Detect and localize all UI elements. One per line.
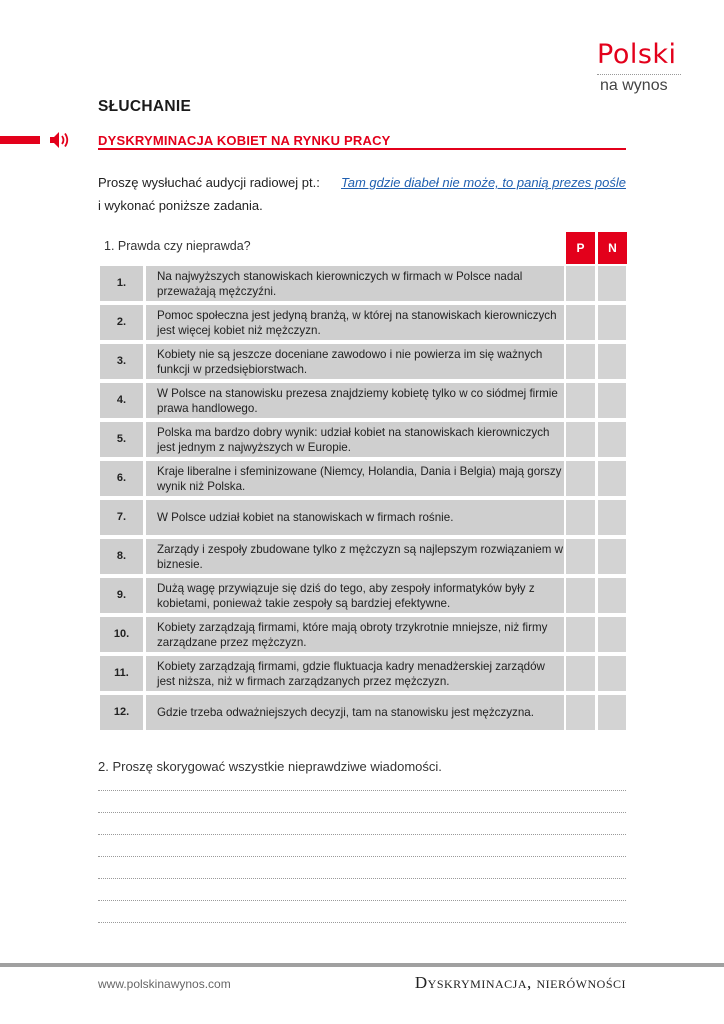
logo-main-text: Polski xyxy=(597,39,677,70)
statement-text: Pomoc społeczna jest jedyną branżą, w której na stanowiskach kierowniczych jest więcej kobiet niż mężczyzn. xyxy=(146,305,564,340)
answer-cell-p[interactable] xyxy=(566,461,595,496)
row-number: 5. xyxy=(100,422,143,457)
row-number: 12. xyxy=(100,695,143,730)
answer-cell-n[interactable] xyxy=(598,539,626,574)
answer-cell-p[interactable] xyxy=(566,383,595,418)
answer-line[interactable] xyxy=(98,834,626,835)
answer-cell-n[interactable] xyxy=(598,383,626,418)
answer-cell-n[interactable] xyxy=(598,266,626,301)
statement-text: Na najwyższych stanowiskach kierowniczych w firmach w Polsce nadal przeważają mężczyźni. xyxy=(146,266,564,301)
logo-sub-text: na wynos xyxy=(600,77,668,94)
statement-text: Kobiety zarządzają firmami, gdzie fluktuacja kadry menadżerskiej zarządów jest niższa, niż w firmach zarządzanych przez mężczyzn. xyxy=(146,656,564,691)
row-number: 3. xyxy=(100,344,143,379)
answer-cell-n[interactable] xyxy=(598,578,626,613)
row-number: 1. xyxy=(100,266,143,301)
row-number: 11. xyxy=(100,656,143,691)
logo xyxy=(597,40,687,95)
statement-text: Zarządy i zespoły zbudowane tylko z mężczyzn są najlepszym rozwiązaniem w biznesie. xyxy=(146,539,564,574)
statement-text: Kobiety zarządzają firmami, które mają obroty trzykrotnie mniejsze, niż firmy zarządzane przez mężczyzn. xyxy=(146,617,564,652)
column-header-p: P xyxy=(566,232,595,264)
section-title: SŁUCHANIE xyxy=(98,98,192,115)
answer-line[interactable] xyxy=(98,922,626,923)
footer-url[interactable]: www.polskinawynos.com xyxy=(98,977,231,991)
statement-text: W Polsce udział kobiet na stanowiskach w firmach rośnie. xyxy=(146,500,564,535)
statement-text: W Polsce na stanowisku prezesa znajdziemy kobietę tylko w co siódmej firmie prawa handlowego. xyxy=(146,383,564,418)
task2-title: 2. Proszę skorygować wszystkie nieprawdziwe wiadomości. xyxy=(98,759,442,774)
answer-line[interactable] xyxy=(98,856,626,857)
footer-title: Dyskryminacja, nierówności xyxy=(414,973,626,992)
answer-cell-p[interactable] xyxy=(566,422,595,457)
answer-line[interactable] xyxy=(98,878,626,879)
task1-title: 1. Prawda czy nieprawda? xyxy=(104,239,251,253)
answer-cell-n[interactable] xyxy=(598,305,626,340)
row-number: 7. xyxy=(100,500,143,535)
row-number: 6. xyxy=(100,461,143,496)
row-number: 10. xyxy=(100,617,143,652)
answer-cell-p[interactable] xyxy=(566,656,595,691)
answer-cell-p[interactable] xyxy=(566,695,595,730)
column-header-n: N xyxy=(598,232,627,264)
audio-link[interactable]: Tam gdzie diabeł nie może, to panią prezes pośle xyxy=(341,175,626,190)
answer-cell-p[interactable] xyxy=(566,305,595,340)
statement-text: Dużą wagę przywiązuje się dziś do tego, aby zespoły informatyków były z kobietami, ponieważ takie zespoły są bardziej efektywne. xyxy=(146,578,564,613)
answer-line[interactable] xyxy=(98,812,626,813)
answer-cell-n[interactable] xyxy=(598,617,626,652)
row-number: 8. xyxy=(100,539,143,574)
answer-cell-p[interactable] xyxy=(566,578,595,613)
row-number: 2. xyxy=(100,305,143,340)
answer-cell-p[interactable] xyxy=(566,539,595,574)
row-number: 9. xyxy=(100,578,143,613)
speaker-icon xyxy=(49,130,71,150)
footer-bar xyxy=(0,963,724,967)
answer-line[interactable] xyxy=(98,790,626,791)
row-number: 4. xyxy=(100,383,143,418)
answer-line[interactable] xyxy=(98,900,626,901)
logo-divider xyxy=(597,74,681,75)
answer-cell-n[interactable] xyxy=(598,422,626,457)
answer-cell-n[interactable] xyxy=(598,695,626,730)
answer-cell-p[interactable] xyxy=(566,344,595,379)
instruction-prefix: Proszę wysłuchać audycji radiowej pt.: xyxy=(98,175,320,190)
answer-cell-n[interactable] xyxy=(598,500,626,535)
answer-cell-p[interactable] xyxy=(566,500,595,535)
instruction-line2: i wykonać poniższe zadania. xyxy=(98,198,263,213)
statement-text: Kobiety nie są jeszcze doceniane zawodowo i nie powierza im się ważnych funkcji w przedsiębiorstwach. xyxy=(146,344,564,379)
answer-cell-p[interactable] xyxy=(566,617,595,652)
accent-bar xyxy=(0,136,40,144)
instruction xyxy=(98,171,626,217)
statement-text: Gdzie trzeba odważniejszych decyzji, tam na stanowisku jest mężczyzna. xyxy=(146,695,564,730)
topic-underline xyxy=(98,148,626,150)
statement-text: Polska ma bardzo dobry wynik: udział kobiet na stanowiskach kierowniczych jest jednym z najwyższych w Europie. xyxy=(146,422,564,457)
answer-cell-n[interactable] xyxy=(598,344,626,379)
statement-text: Kraje liberalne i sfeminizowane (Niemcy, Holandia, Dania i Belgia) mają gorszy wynik niż Polska. xyxy=(146,461,564,496)
topic-title: DYSKRYMINACJA KOBIET NA RYNKU PRACY xyxy=(98,133,391,148)
answer-cell-n[interactable] xyxy=(598,461,626,496)
answer-cell-n[interactable] xyxy=(598,656,626,691)
answer-cell-p[interactable] xyxy=(566,266,595,301)
